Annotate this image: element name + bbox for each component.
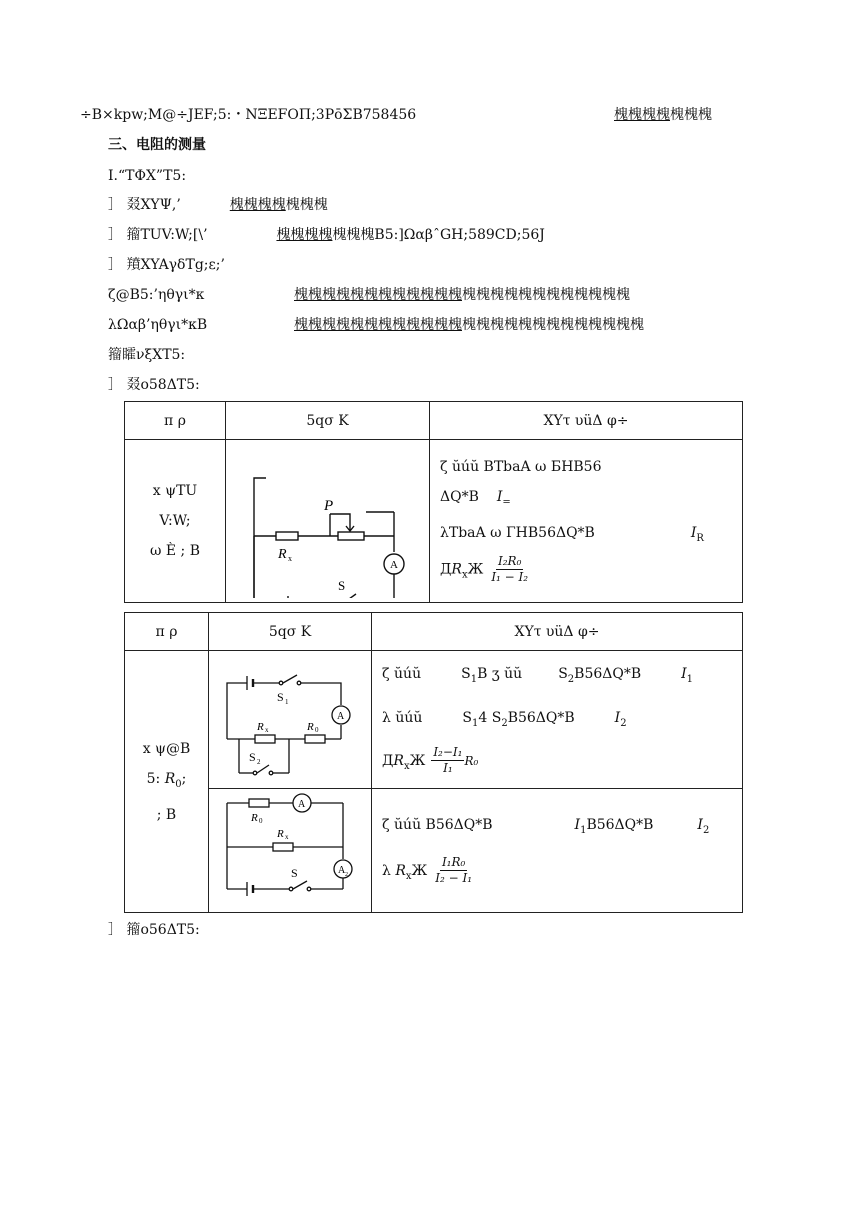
table2-row1-step-2 xyxy=(372,699,742,743)
text-line-6-rest: 槐槐槐槐槐槐槐槐槐槐槐槐槐 xyxy=(462,317,644,333)
label-ammeter: A xyxy=(390,559,398,571)
header-right-rest: 槐槐槐 xyxy=(670,107,712,123)
label-ammeter-1: A xyxy=(298,799,306,811)
label-R0: R xyxy=(307,721,314,734)
resistor-rx xyxy=(276,532,298,540)
label-Rx: R xyxy=(277,828,284,841)
label-switch: S xyxy=(338,578,346,593)
table2-row2-step-1-symbol2: I xyxy=(697,817,703,834)
table1-step-3-symbol: I xyxy=(690,524,697,541)
table2-row2-step-1-symbol-sub: 1 xyxy=(580,824,587,836)
table2-row1-step-1b-sub: 1 xyxy=(470,673,478,685)
method-table-1 xyxy=(124,401,743,603)
table2-row2-formula-num: I₁R₀ xyxy=(441,855,466,870)
table2-row1-step-2c: 4 xyxy=(478,709,488,726)
label-Rx-sub: x xyxy=(285,833,289,842)
table1-method-line-1: x ψTU xyxy=(152,483,198,499)
rheostat xyxy=(338,532,364,540)
table2-row1-formula xyxy=(431,745,464,776)
table2-row1-step-2-symbol-sub: 2 xyxy=(620,717,627,729)
label-ammeter-2: A xyxy=(338,865,346,877)
table2-row2-formula-den: I₂ − I₁ xyxy=(435,871,473,886)
table2-row2-result-symbol: R xyxy=(395,862,406,879)
table2-method-r0-sub: 0 xyxy=(175,778,182,790)
text-line-2-a: ］ 叕XYΨ,’ xyxy=(108,197,181,213)
table2-row1-diagram-cell xyxy=(209,651,372,789)
table2-row1-step-1b: S xyxy=(461,666,471,682)
text-line-3 xyxy=(108,226,545,244)
table2-row1-step-2-symbol: I xyxy=(614,709,621,726)
text-line-4: ］ 羵XYAγδΤg;ε;’ xyxy=(108,257,225,273)
table2-row2-equals: Ж xyxy=(411,862,428,879)
table1-result-symbol: R xyxy=(451,561,462,578)
table2-row1-step-2b-sub: 1 xyxy=(471,717,479,729)
table2-row1-result-sub: x xyxy=(403,760,410,772)
header-left: ÷B×kpw;M@÷JEF;5:・NΞEFOΠ;3PōΣB758456 xyxy=(80,107,417,123)
table2-row1-step-3-label: Д xyxy=(382,752,394,769)
table1-header-steps: XYτ υüΔ φ÷ xyxy=(430,402,743,440)
text-line-5-underlined: 槐槐槐槐槐槐槐槐槐槐槐槐 xyxy=(294,287,462,303)
text-line-3-underlined: 槐槐槐槐 xyxy=(276,227,333,243)
label-S1: S xyxy=(277,690,284,705)
section-title: 三、电阻的测量 xyxy=(108,137,206,153)
table1-step-4-label: Д xyxy=(440,561,452,578)
text-line-3-rest: 槐槐槐B5:]ΩαβˆGH;589CD;56J xyxy=(332,227,545,243)
table2-row1-step-1-symbol-sub: 1 xyxy=(686,673,694,685)
text-line-end: ］ 籀o56ΔΤ5: xyxy=(108,922,200,938)
table1-method-line-2: V:W; xyxy=(159,513,191,529)
label-R0-sub: 0 xyxy=(259,817,263,826)
label-R0-sub: 0 xyxy=(315,726,319,735)
text-line-2 xyxy=(108,196,328,214)
table2-row1-equals: Ж xyxy=(409,752,426,769)
table1-step-2-sub: = xyxy=(502,496,511,508)
text-line-5 xyxy=(108,286,630,304)
table2-header-method: π ρ xyxy=(125,613,209,651)
label-Rx-sub: x xyxy=(288,554,292,563)
table2-row1-steps-cell xyxy=(372,651,743,789)
table1-step-3 xyxy=(430,518,742,554)
table2-row1-step-3 xyxy=(372,743,742,785)
table2-row1-step-2e: B56ΔQ*B xyxy=(507,709,575,726)
label-S2: S xyxy=(249,750,256,765)
table2-row2-step-1 xyxy=(372,805,742,851)
table1-result-sub: x xyxy=(461,568,468,580)
header-right-underlined: 槐槐槐槐 xyxy=(614,107,670,123)
table2-row2-step-2 xyxy=(372,851,742,897)
table2-row2-step-2-label: λ xyxy=(382,862,391,879)
label-ammeter: A xyxy=(337,711,345,723)
table1-formula-num: I₂R₀ xyxy=(498,553,522,568)
table1-step-2-symbol: I xyxy=(496,489,503,506)
table2-method-cell xyxy=(125,651,209,913)
table1-equals: Ж xyxy=(467,561,484,578)
table1-method-line-3: ω È ; B xyxy=(150,543,200,559)
table2-row1-step-1d-sub: 2 xyxy=(567,673,575,685)
table2-row1-step-1 xyxy=(372,655,742,699)
table2-row2-formula xyxy=(433,855,474,886)
table1-header-method: π ρ xyxy=(125,402,226,440)
table2-method-line-3: ; B xyxy=(156,806,177,823)
circuit-diagram-1 xyxy=(226,440,426,598)
table2-row2-result-sub: x xyxy=(405,870,412,882)
table2-row1-step-1a: ζ ŭúŭ xyxy=(382,666,422,682)
text-line-3-a: ］ 籀TUV:W;[\’ xyxy=(108,227,208,243)
table2-row1-step-1d: S xyxy=(558,666,568,682)
method-table-2 xyxy=(124,612,743,913)
label-Rx-sub: x xyxy=(265,726,269,735)
text-line-5-a: ζ@B5:’ηθγι*κ xyxy=(108,287,205,303)
table2-method-line-2-text: 5: xyxy=(146,770,161,787)
table2-row2-step-1a: ζ ŭúŭ B56ΔQ*B xyxy=(382,817,493,834)
table2-row1-step-2d: S xyxy=(491,709,502,726)
table2-header-diagram: 5qσ K xyxy=(209,613,372,651)
circuit-diagram-3 xyxy=(209,789,367,908)
table2-row1-formula-den: I₁ xyxy=(443,761,453,776)
table2-row1-formula-tail: R₀ xyxy=(464,753,479,768)
circuit-diagram-2 xyxy=(209,651,367,784)
table1-method-cell xyxy=(125,440,226,603)
table1-steps-cell xyxy=(430,440,743,603)
label-S2-sub: 2 xyxy=(257,758,261,767)
text-line-6-underlined: 槐槐槐槐槐槐槐槐槐槐槐槐 xyxy=(294,317,462,333)
table2-method-line-1: x ψ@B xyxy=(142,740,191,757)
table1-header-diagram: 5qσ K xyxy=(226,402,430,440)
label-switch: S xyxy=(291,866,298,881)
table2-row2-diagram-cell xyxy=(209,789,372,913)
text-line-2-rest: 槐槐槐 xyxy=(285,197,328,213)
table2-row1-step-2a: λ ŭúŭ xyxy=(382,709,423,726)
table2-method-semicolon: ; xyxy=(181,770,187,787)
label-Rx: R xyxy=(257,721,264,734)
table1-step-2-label: ΔQ*B xyxy=(440,489,479,506)
text-line-1: I.“ΤΦΧ”Τ5: xyxy=(108,168,187,184)
label-ammeter-2-sub: 2 xyxy=(345,872,348,879)
label-S1-sub: 1 xyxy=(285,698,289,707)
table1-step-3-sub: R xyxy=(696,532,704,544)
table1-step-2 xyxy=(430,482,742,518)
text-line-6 xyxy=(108,316,644,334)
table2-row1-step-1-symbol: I xyxy=(681,666,687,682)
text-line-2-underlined: 槐槐槐槐 xyxy=(229,197,286,213)
text-line-7: 籀矐νξΧΤ5: xyxy=(108,347,186,363)
label-R0: R xyxy=(251,812,258,825)
table2-row1-step-1e: B56ΔQ*B xyxy=(574,666,642,682)
text-line-6-a: λΩαβ’ηθγι*κB xyxy=(108,317,208,333)
text-line-5-rest: 槐槐槐槐槐槐槐槐槐槐槐槐 xyxy=(462,287,630,303)
table2-row1-step-2b: S xyxy=(462,709,472,726)
table2-row1-step-2d-sub: 2 xyxy=(501,717,508,729)
table2-row2-step-1-symbol2-sub: 2 xyxy=(702,824,710,836)
table1-step-3-label: λTbaΑ ω ΓHB56ΔQ*B xyxy=(440,524,595,541)
label-P: P xyxy=(324,498,334,514)
table2-method-r0: R xyxy=(164,770,176,787)
table2-row1-step-1c: B ʒ ŭŭ xyxy=(477,666,523,682)
label-Rx: R xyxy=(278,547,287,562)
table2-row2-step-1b: B56ΔQ*B xyxy=(586,817,654,834)
table2-header-steps: XYτ υüΔ φ÷ xyxy=(372,613,743,651)
table2-row1-result-symbol: R xyxy=(393,752,404,769)
header-right xyxy=(614,106,712,124)
text-line-8: ］ 叕o58ΔΤ5: xyxy=(108,377,200,393)
table2-row2-steps-cell xyxy=(372,789,743,913)
table2-method-line-2 xyxy=(126,764,207,800)
table1-step-1: ζ ŭúŭ BTbaΑ ω БHB56 xyxy=(440,459,602,476)
table1-step-4 xyxy=(430,554,742,590)
table2-row2-step-1-symbol: I xyxy=(574,817,581,834)
table2-row1-formula-num: I₂−I₁ xyxy=(433,745,463,760)
table1-formula-den: I₁ − I₂ xyxy=(491,569,529,584)
table1-diagram-cell xyxy=(226,440,430,603)
table1-formula xyxy=(489,554,530,585)
